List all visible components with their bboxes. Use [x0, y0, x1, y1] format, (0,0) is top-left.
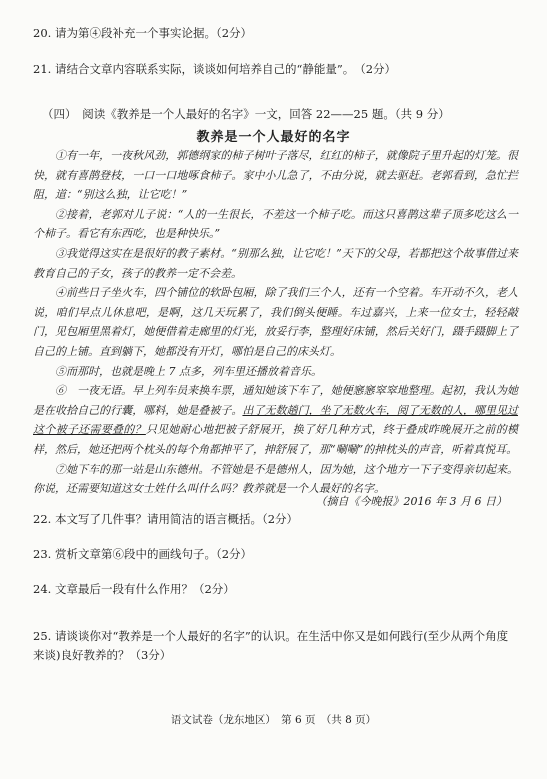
- paragraph-6-text-before: ⑥ 一夜无语。早上列车员来换车票，通知她该下车了，她便窸窸窣窣地整理。起初，我认为她是在收拾自己的行囊，哪料，她是叠被子。: [33, 384, 518, 417]
- paragraph-4: ④前些日子坐火车，四个铺位的软卧包厢，除了我们三个人，还有一个空着。车开动不久，老人说，咱们早点儿休息吧，是啊，这几天玩累了，我们倒头便睡。车过嘉兴，上来一位女士，轻轻敲门，见包厢里黑着灯，她便借着走廊里的灯光，放妥行李，整理好床铺，然后关好门，蹑手蹑脚上了自己的上铺。直到躺下，她都没有开灯，哪怕是自己的床头灯。: [33, 286, 518, 358]
- article-source: （摘自《今晚报》2016 年 3 月 6 日）: [315, 495, 507, 508]
- underlined-sentence: 出了无数趟门，坐了无数火车，阅了无数的人，哪里见过这个被子还需要叠的？: [33, 403, 519, 437]
- question-23: 23. 赏析文章第⑥段中的画线句子。（2分）: [33, 547, 253, 561]
- paragraph-6-text-after: 只见她耐心地把被子舒展开，换了好几种方式，终于叠成昨晚展开之前的模样，然后，她还把两个枕头的每个角都抻平了，抻舒展了，那“唰唰”的抻枕头的声音，听着真悦耳。: [33, 423, 518, 456]
- question-20: 20. 请为第④段补充一个事实论据。（2分）: [33, 26, 253, 40]
- paragraph-6: [33, 381, 518, 459]
- paragraph-1: ①有一年，一夜秋风劲，郭德纲家的柿子树叶子落尽，红红的柿子，就像院子里升起的灯笼。很快，就有喜鹊登枝，一口一口地啄食柿子。家中小儿急了，不由分说，就去驱赶。老郭看到，急忙拦阻，道：“别这么独，让它吃！”: [33, 149, 518, 202]
- section-heading: （四） 阅读《教养是一个人最好的名字》一文，回答 22——25 题。（共 9 分）: [42, 107, 450, 121]
- paragraph-5: ⑤而那时，也就是晚上 7 点多，列车里还播放着音乐。: [55, 364, 322, 378]
- paragraph-3: ③我觉得这实在是很好的教子素材。“别那么独，让它吃！”天下的父母，若都把这个故事借过来教育自己的子女，孩子的教养一定不会差。: [33, 246, 518, 280]
- paragraph-7: ⑦她下车的那一站是山东德州。不管她是不是德州人，因为她，这个地方一下子变得亲切起来。你说，还需要知道这女士姓什么叫什么吗？教养就是一个人最好的名字。: [33, 462, 518, 496]
- article-body: [33, 146, 518, 499]
- question-25: 25. 请谈谈你对“教养是一个人最好的名字”的认识。在生活中你又是如何践行(至少从两个角度来谈)良好教养的？（3分）: [33, 629, 509, 662]
- question-24: 24. 文章最后一段有什么作用？（2分）: [33, 582, 235, 596]
- article-title: 教养是一个人最好的名字: [196, 130, 351, 145]
- question-21: 21. 请结合文章内容联系实际，谈谈如何培养自己的“静能量”。 （2分）: [33, 62, 397, 76]
- page-footer: 语文试卷（龙东地区） 第 6 页 （共 8 页）: [170, 714, 377, 726]
- paragraph-2: ②接着，老郭对儿子说：“人的一生很长，不差这一个柿子吃。而这只喜鹊这辈子顶多吃这么一个柿子。看它有东西吃，也是种快乐。”: [33, 207, 518, 241]
- question-22: 22. 本文写了几件事？请用简洁的语言概括。（2分）: [33, 512, 299, 526]
